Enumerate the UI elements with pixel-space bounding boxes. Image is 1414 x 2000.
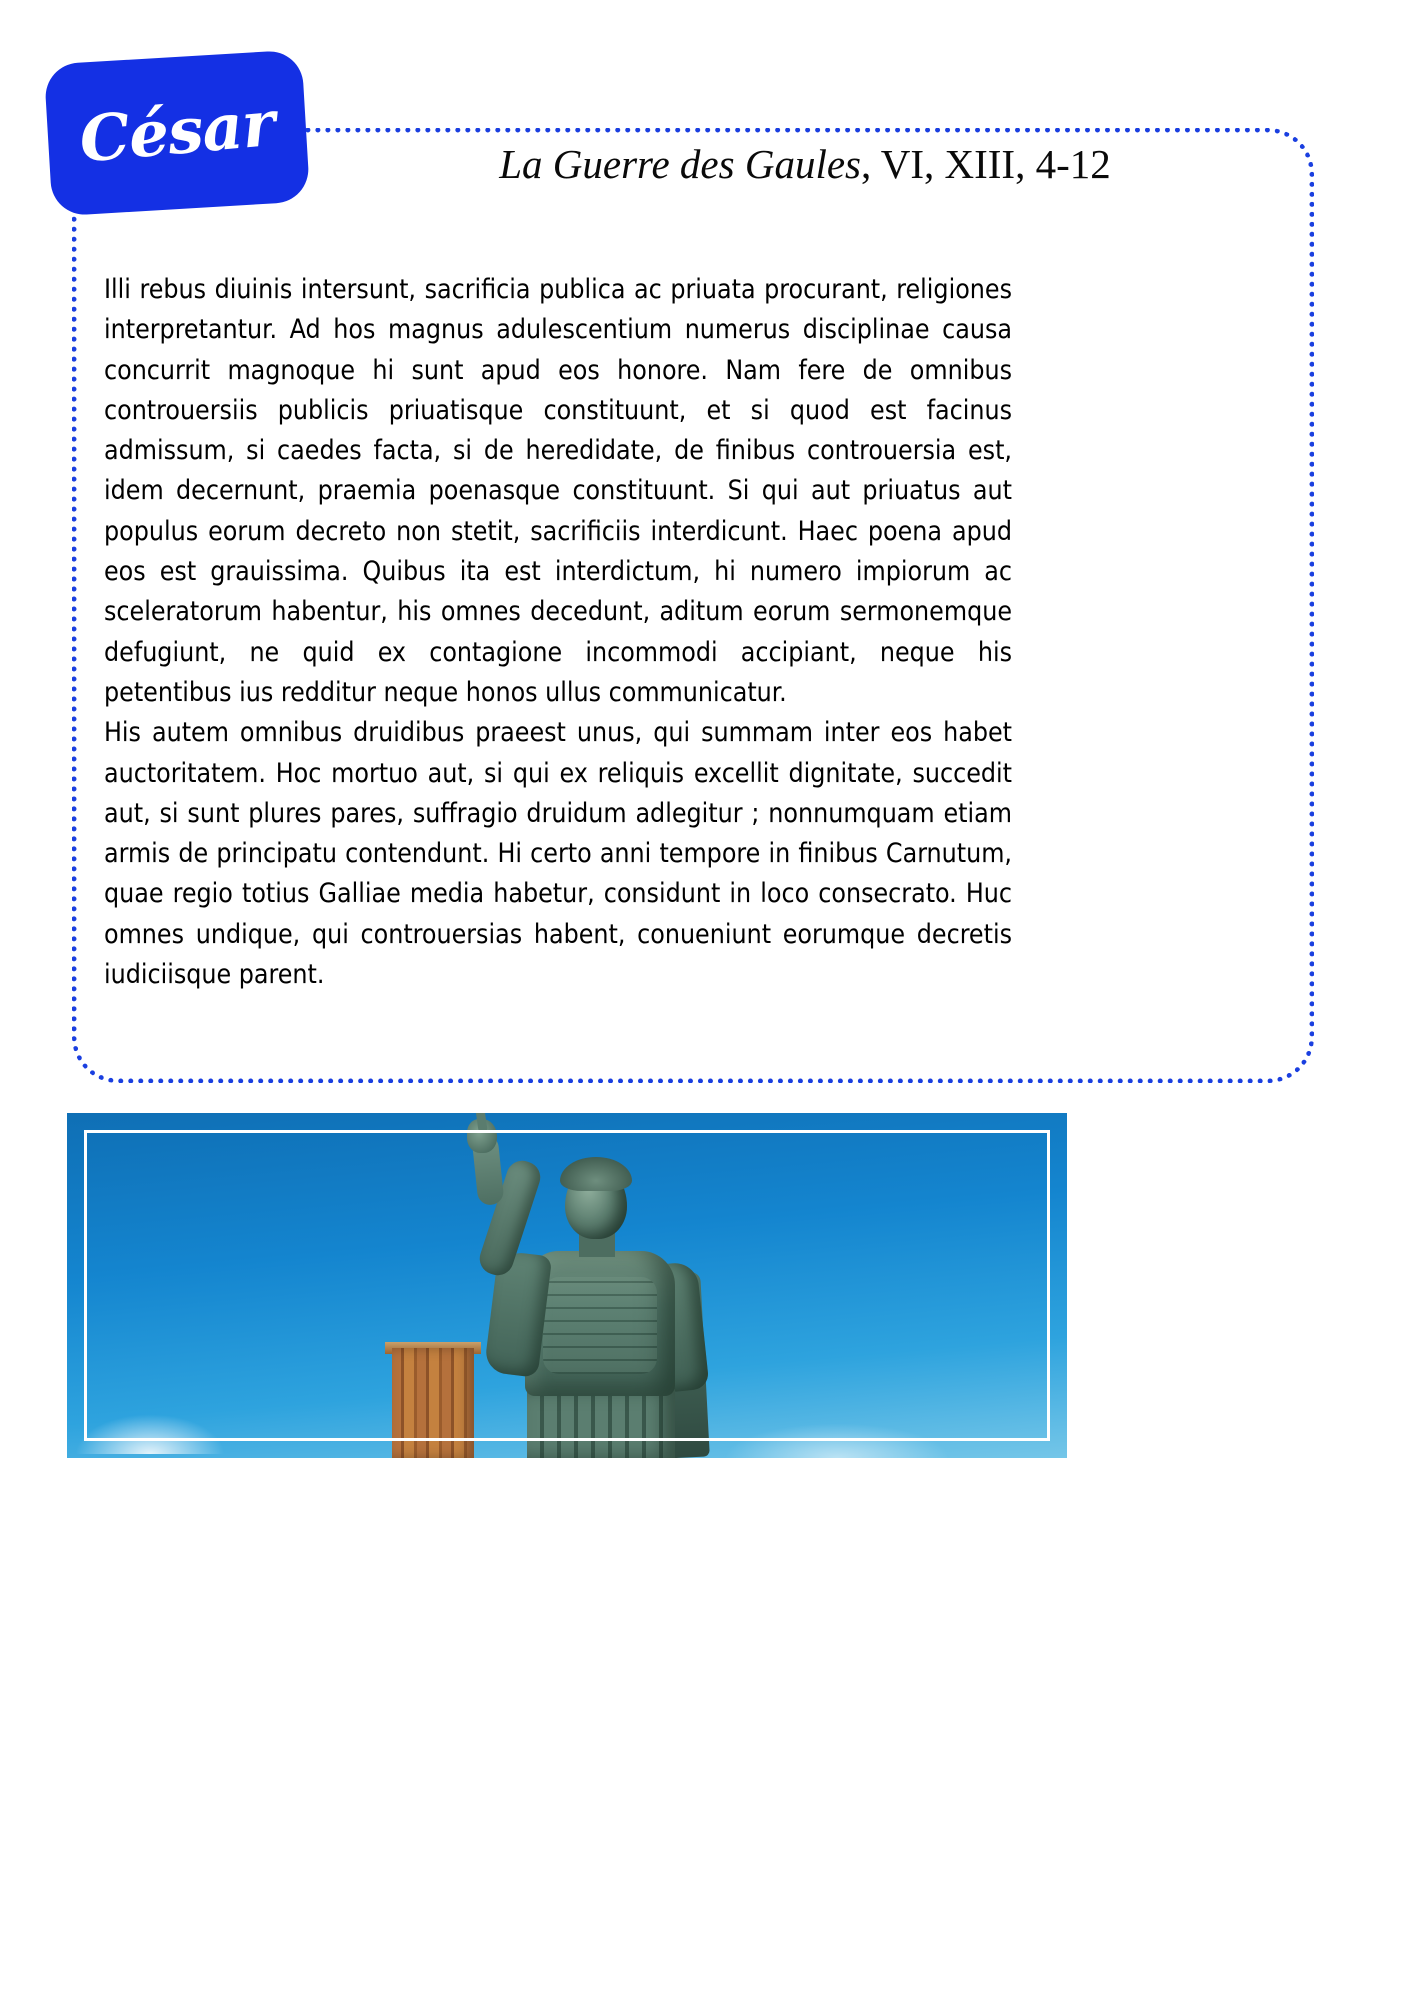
cesar-badge-label: César [76, 85, 278, 177]
cloud-left [75, 1414, 225, 1454]
paragraph-1: Illi rebus diuinis intersunt, sacrificia publica ac priuata procurant, religiones interpretantur. Ad hos magnus adulescentium numerus disciplinae causa concurrit magnoque hi sunt apud eos honore. Nam fere de omnibus controuersiis publicis priuatisque constituunt, et si quod est facinus admissum, si caedes facta, si de heredidate, de finibus controuersia est, idem decernunt, praemia poenasque constituunt. Si qui aut priuatus aut populus eorum decreto non stetit, sacrificiis interdicunt. Haec poena apud eos est grauissima. Quibus ita est interdictum, hi numero impiorum ac sceleratorum habentur, his omnes decedunt, aditum eorum sermonemque defugiunt, ne quid ex contagione incommodi accipiant, neque his petentibus ius redditur neque honos ullus communicatur. [104, 274, 1012, 708]
cesar-badge [44, 49, 311, 216]
statue-skirt [527, 1389, 675, 1458]
statue-photo [67, 1113, 1067, 1458]
title-reference: , VI, XIII, 4-12 [861, 141, 1111, 187]
latin-passage [104, 270, 1012, 995]
caesar-statue [397, 1113, 797, 1458]
statue-hair [560, 1157, 632, 1191]
title-work: La Guerre des Gaules [499, 141, 861, 187]
paragraph-2: His autem omnibus druidibus praeest unus, qui summam inter eos habet auctoritatem. Hoc mortuo aut, si qui ex reliquis excellit dignitate, succedit aut, si sunt plures pares, suffragio druidum adlegitur ; nonnumquam etiam armis de principatu contendunt. Hi certo anni tempore in finibus Carnutum, quae regio totius Galliae media habetur, considunt in loco consecrato. Huc omnes undique, qui controuersias habent, conueniunt eorumque decretis iudiciisque parent. [104, 717, 1012, 991]
page-title [300, 140, 1310, 189]
